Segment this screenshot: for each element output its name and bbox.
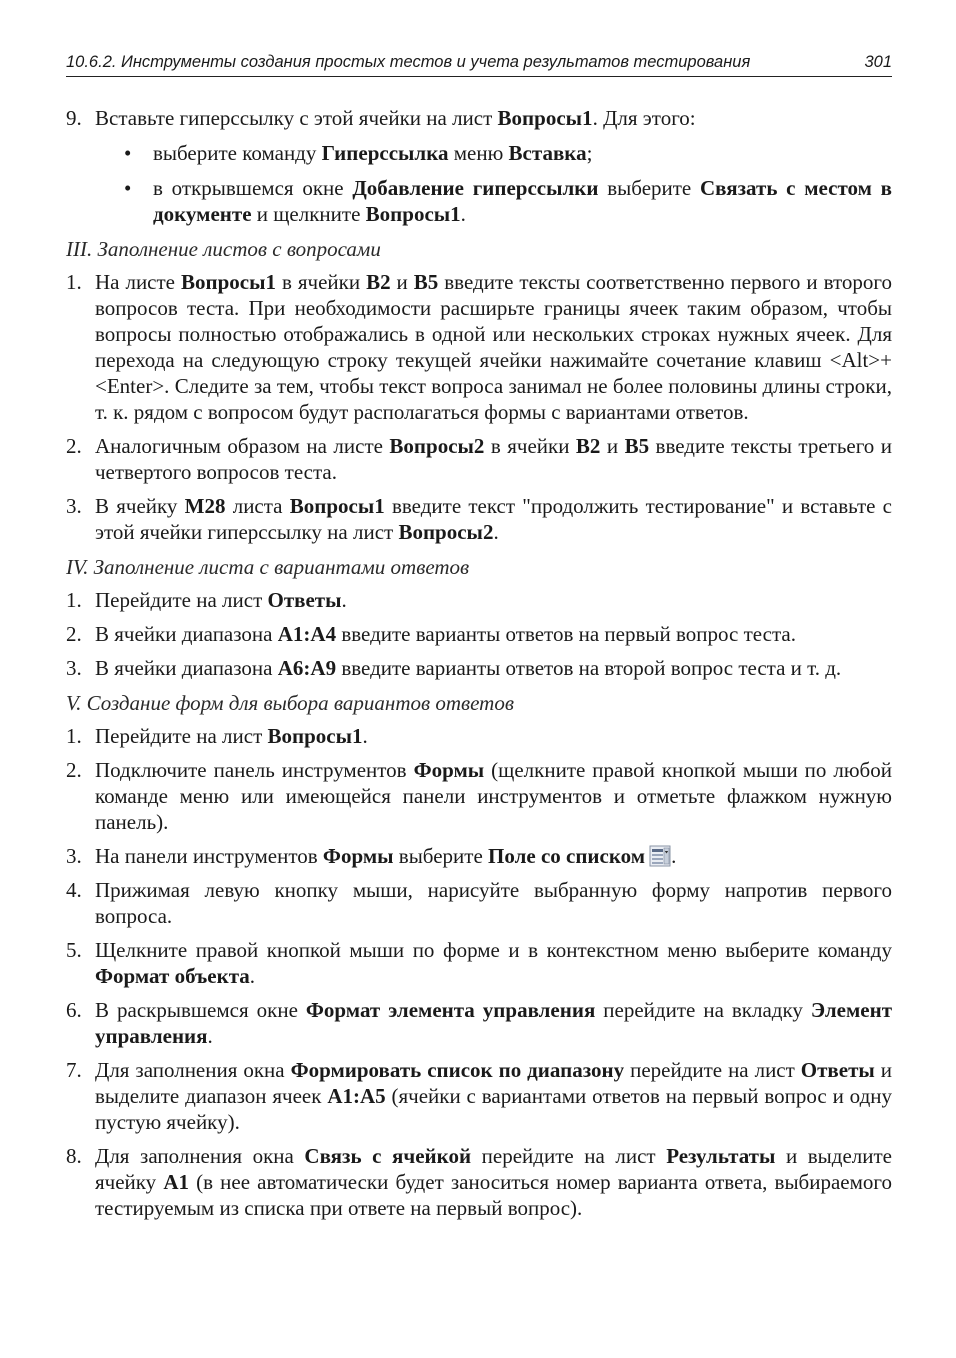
item-text: перейдите на вкладку: [595, 998, 811, 1022]
item-text: введите текст "продолжить тестирование" и вставьте с этой ячейки гиперссылку на лист: [95, 494, 892, 544]
item-text: Для заполнения окна: [95, 1144, 305, 1168]
item-number: 4.: [66, 878, 82, 902]
item-text: ;: [586, 141, 593, 165]
item-number: 2.: [66, 622, 82, 646]
item-bold: Вставка: [508, 141, 587, 165]
item-bold: B5: [413, 270, 439, 294]
item-text: Щелкните правой кнопкой мыши по форме и в контекстном меню выберите команду: [95, 938, 892, 962]
item-bold: Формы: [413, 758, 485, 782]
item-bold: Вопросы1: [365, 202, 461, 226]
item-text: Прижимая левую кнопку мыши, нарисуйте выбранную форму напротив первого вопроса.: [95, 878, 892, 928]
item-bold: M28: [184, 494, 226, 518]
item-bold: Ответы: [267, 588, 342, 612]
item-text: .: [460, 202, 466, 226]
item-text: Вставьте гиперссылку с этой ячейки на лист: [95, 106, 498, 130]
item-bold: Вопросы2: [389, 434, 485, 458]
item-bold: A1: [163, 1170, 189, 1194]
item-text: Перейдите на лист: [95, 724, 268, 748]
item-number: 2.: [66, 434, 82, 458]
item-text: и: [390, 270, 414, 294]
item-bold: Формат элемента управления: [305, 998, 596, 1022]
list-item: [66, 1143, 892, 1221]
item-bold: Вопросы2: [398, 520, 494, 544]
item-bold: Формировать список по диапазону: [290, 1058, 625, 1082]
list-item: [66, 877, 892, 929]
item-number: 9.: [66, 106, 82, 130]
item-text: .: [493, 520, 499, 544]
item-text: В раскрывшемся окне: [95, 998, 306, 1022]
item-text: В ячейки диапазона: [95, 656, 278, 680]
item-number: 1.: [66, 588, 82, 612]
section-heading-5: V. Создание форм для выбора вариантов ответов: [66, 691, 514, 715]
item-bold: Элемент управления: [95, 998, 893, 1048]
section-heading-4: IV. Заполнение листа с вариантами ответов: [66, 555, 470, 579]
running-header-title: 10.6.2. Инструменты создания простых тестов и учета результатов тестирования: [66, 53, 751, 71]
item-bold: A6:A9: [277, 656, 337, 680]
item-text: . Для этого:: [592, 106, 696, 130]
section-4-list: [66, 587, 892, 681]
item-text: перейдите на лист: [624, 1058, 801, 1082]
item-text: перейдите на лист: [471, 1144, 667, 1168]
running-header: [66, 52, 892, 77]
combo-box-icon: [649, 845, 671, 867]
item-text: На панели инструментов: [95, 844, 323, 868]
list-item: [66, 433, 892, 485]
item-bold: Связать с местом в документе: [153, 176, 892, 226]
list-item: [66, 105, 892, 227]
item-text: введите варианты ответов на второй вопрос теста и т. д.: [336, 656, 842, 680]
item-bold: Формат объекта: [95, 964, 250, 988]
list-item: [66, 757, 892, 835]
item-text: введите варианты ответов на первый вопрос теста.: [336, 622, 796, 646]
item-text: Перейдите на лист: [95, 588, 268, 612]
item-text: введите тексты соответственно первого и второго вопросов теста. При необходимости расширьте границы ячеек таким образом, чтобы вопросы полностью отображались в одной или нескольких строках нужных ячеек. Для перехода на следующую строку текущей ячейки нажимайте сочетание клавиш <Alt>+<Enter>. Следите за тем, чтобы текст вопроса занимал не более половины длины строки, т. к. рядом с вопросом будут располагаться формы с вариантами ответов.: [95, 270, 893, 424]
list-item: [66, 937, 892, 989]
bullet-list: [95, 140, 892, 227]
list-item: [66, 655, 892, 681]
item-bold: A1:A4: [277, 622, 337, 646]
step-9-list: [66, 105, 892, 227]
item-text: введите тексты третьего и четвертого вопросов теста.: [95, 434, 892, 484]
book-page: [66, 52, 892, 1229]
item-text: и выделите диапазон ячеек: [95, 1058, 892, 1108]
page-number: 301: [864, 53, 892, 71]
item-bold: Связь с ячейкой: [304, 1144, 472, 1168]
item-text: В ячейки диапазона: [95, 622, 278, 646]
item-text: (ячейки с вариантами ответов на первый вопрос и одну пустую ячейку).: [95, 1084, 892, 1134]
item-text: выберите команду: [153, 141, 322, 165]
item-text: в ячейки: [484, 434, 576, 458]
item-bold: B5: [624, 434, 650, 458]
item-bold: B2: [575, 434, 601, 458]
item-number: 1.: [66, 724, 82, 748]
item-bold: A1:A5: [327, 1084, 386, 1108]
bullet-icon: •: [124, 176, 132, 200]
item-number: 5.: [66, 938, 82, 962]
list-item: [66, 493, 892, 545]
item-text: листа: [225, 494, 290, 518]
list-item: [66, 621, 892, 647]
item-text: .: [341, 588, 347, 612]
item-bold: Вопросы1: [497, 106, 593, 130]
item-number: 6.: [66, 998, 82, 1022]
item-text: и щелкните: [251, 202, 366, 226]
item-number: 3.: [66, 656, 82, 680]
section-heading-3: III. Заполнение листов с вопросами: [66, 237, 381, 261]
bullet-item: [95, 140, 892, 166]
item-text: в ячейки: [276, 270, 367, 294]
item-text: .: [207, 1024, 213, 1048]
item-text: .: [249, 964, 256, 988]
item-number: 1.: [66, 270, 82, 294]
item-text: (щелкните правой кнопкой мыши по любой команде меню или имеющейся панели инструментов и отметьте флажком нужную панель).: [95, 758, 892, 834]
item-bold: Вопросы1: [267, 724, 363, 748]
item-text: выберите: [393, 844, 489, 868]
list-item: [66, 723, 892, 749]
item-bold: Вопросы1: [180, 270, 276, 294]
item-text: На листе: [95, 270, 181, 294]
item-text: .: [362, 724, 368, 748]
item-bold: Результаты: [666, 1144, 776, 1168]
item-text: выберите: [598, 176, 701, 200]
item-number: 8.: [66, 1144, 82, 1168]
item-text: (в нее автоматически будет заноситься номер варианта ответа, выбираемого тестируемым из списка при ответе на первый вопрос).: [95, 1170, 892, 1220]
list-item: [66, 1057, 892, 1135]
section-3-list: [66, 269, 892, 545]
list-item: [66, 843, 892, 869]
item-text: и выделите ячейку: [95, 1144, 893, 1194]
item-text: и: [600, 434, 625, 458]
section-5-list: [66, 723, 892, 1221]
item-number: 3.: [66, 844, 82, 868]
item-bold: Поле со списком: [488, 844, 646, 868]
item-bold: Вопросы1: [289, 494, 385, 518]
list-item: [66, 997, 892, 1049]
item-text: меню: [448, 141, 509, 165]
item-number: 2.: [66, 758, 82, 782]
item-text: .: [671, 844, 677, 868]
item-text: Для заполнения окна: [95, 1058, 291, 1082]
item-bold: Добавление гиперссылки: [352, 176, 599, 200]
item-number: 7.: [66, 1058, 82, 1082]
item-number: 3.: [66, 494, 82, 518]
bullet-icon: •: [124, 141, 132, 165]
item-bold: B2: [366, 270, 391, 294]
item-text: В ячейку: [95, 494, 185, 518]
item-bold: Формы: [322, 844, 394, 868]
item-text: Аналогичным образом на листе: [95, 434, 390, 458]
item-text: Подключите панель инструментов: [95, 758, 414, 782]
list-item: [66, 587, 892, 613]
item-bold: Ответы: [800, 1058, 875, 1082]
item-bold: Гиперссылка: [321, 141, 449, 165]
bullet-item: [95, 175, 892, 227]
list-item: [66, 269, 892, 425]
item-text: в открывшемся окне: [153, 176, 353, 200]
